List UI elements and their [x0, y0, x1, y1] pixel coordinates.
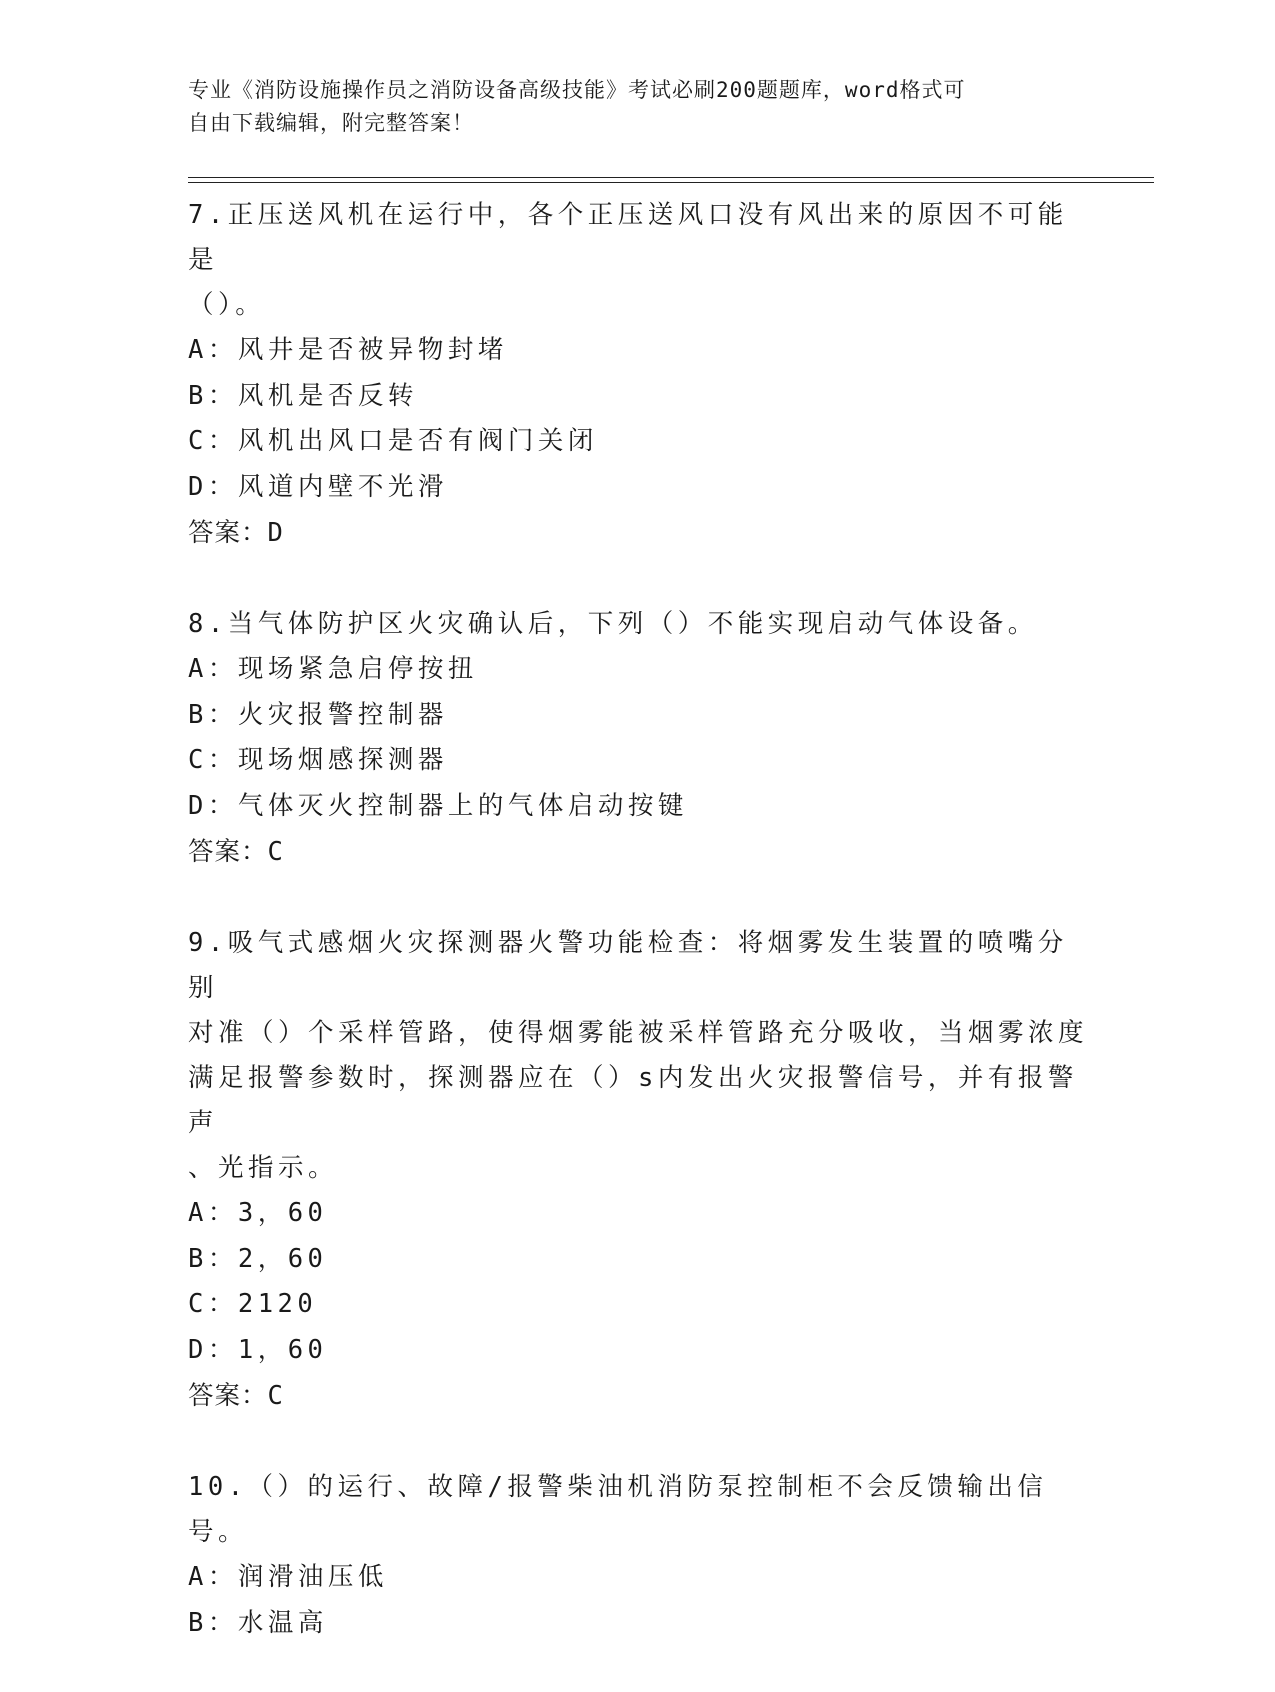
- question-7: [188, 193, 1088, 556]
- question-text-line: （）。: [188, 290, 266, 320]
- option-a: A：现场紧急启停按扭: [188, 654, 478, 684]
- question-text-line: 8.当气体防护区火灾确认后，下列（）不能实现启动气体设备。: [188, 609, 1038, 639]
- question-text-line: 满足报警参数时，探测器应在（）s内发出火灾报警信号，并有报警声: [188, 1063, 1078, 1138]
- question-8: [188, 602, 1088, 875]
- option-a: A：风井是否被异物封堵: [188, 335, 508, 365]
- option-c: C：风机出风口是否有阀门关闭: [188, 426, 598, 456]
- question-10: [188, 1465, 1088, 1646]
- option-d: D：气体灭火控制器上的气体启动按键: [188, 790, 688, 821]
- answer-line: 答案：D: [188, 518, 284, 548]
- option-d: D：1，60: [188, 1334, 328, 1365]
- answer-line: 答案：C: [188, 837, 284, 867]
- option-b: B：火灾报警控制器: [188, 699, 448, 730]
- header-divider-bottom: [188, 182, 1154, 183]
- option-c: C：现场烟感探测器: [188, 745, 448, 775]
- option-b: B：水温高: [188, 1607, 328, 1638]
- header-line-2: 自由下载编辑，附完整答案！: [188, 111, 474, 135]
- answer-line: 答案：C: [188, 1381, 284, 1411]
- question-text-line: 9.吸气式感烟火灾探测器火警功能检查：将烟雾发生装置的喷嘴分别: [188, 928, 1068, 1003]
- question-list: [188, 193, 1088, 1692]
- header-line-1: 专业《消防设施操作员之消防设备高级技能》考试必刷200题题库，word格式可: [188, 78, 966, 102]
- question-text-line: 7.正压送风机在运行中，各个正压送风口没有风出来的原因不可能是: [188, 200, 1068, 275]
- question-text-line: 10.（）的运行、故障/报警柴油机消防泵控制柜不会反馈输出信号。: [188, 1472, 1048, 1547]
- option-d: D：风道内壁不光滑: [188, 471, 448, 502]
- document-header: [188, 74, 1088, 140]
- option-a: A：润滑油压低: [188, 1562, 388, 1592]
- header-divider-top: [188, 177, 1154, 178]
- option-b: B：风机是否反转: [188, 380, 418, 411]
- question-9: [188, 921, 1088, 1419]
- question-text-line: 、光指示。: [188, 1153, 339, 1183]
- option-a: A：3，60: [188, 1198, 328, 1228]
- option-b: B：2，60: [188, 1243, 328, 1274]
- option-c: C：2120: [188, 1289, 318, 1319]
- question-text-line: 对准（）个采样管路，使得烟雾能被采样管路充分吸收，当烟雾浓度: [188, 1018, 1089, 1048]
